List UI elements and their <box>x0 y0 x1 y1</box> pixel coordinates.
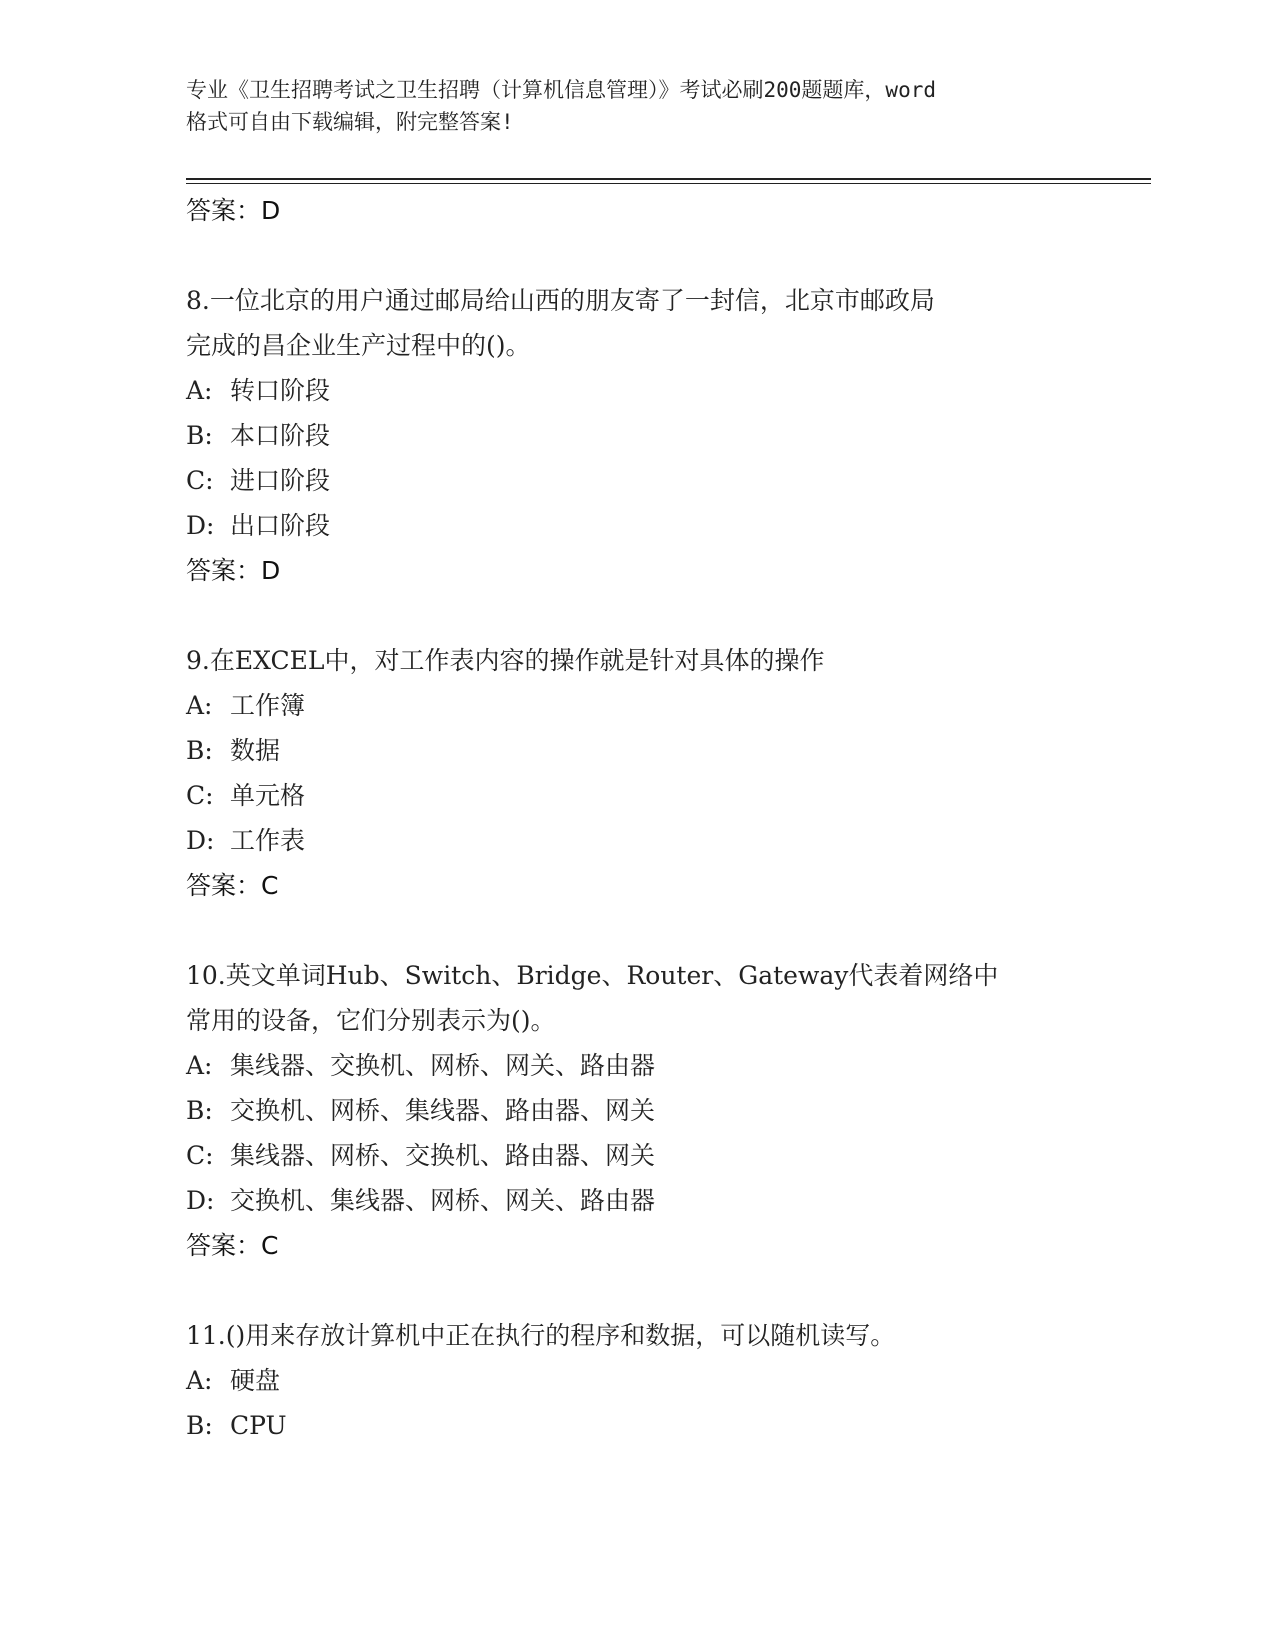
answer: 答案：D <box>186 556 281 585</box>
answer: 答案：C <box>186 871 279 900</box>
option-text: CPU <box>230 1411 287 1440</box>
option-c <box>186 1133 1086 1178</box>
option-b <box>186 728 1086 773</box>
option-a <box>186 1043 1086 1088</box>
question-text-line: 11.()用来存放计算机中正在执行的程序和数据，可以随机读写。 <box>186 1321 896 1350</box>
option-text: 硬盘 <box>230 1366 281 1395</box>
option-text: 交换机、网桥、集线器、路由器、网关 <box>230 1096 656 1125</box>
option-a <box>186 683 1086 728</box>
document-header <box>186 74 1086 138</box>
document-content <box>186 188 1086 1448</box>
option-a <box>186 1358 1086 1403</box>
option-letter: A: <box>186 1366 213 1395</box>
option-letter: D: <box>186 826 215 855</box>
question-text-line: 8.一位北京的用户通过邮局给山西的朋友寄了一封信，北京市邮政局 <box>186 286 935 315</box>
option-letter: A: <box>186 376 213 405</box>
option-letter: D: <box>186 1186 215 1215</box>
option-b <box>186 1403 1086 1448</box>
option-text: 本口阶段 <box>230 421 331 450</box>
option-letter: B: <box>186 1096 213 1125</box>
option-text: 集线器、交换机、网桥、网关、路由器 <box>230 1051 656 1080</box>
question-10 <box>186 953 1086 1269</box>
question-9 <box>186 638 1086 909</box>
option-letter: C: <box>186 1141 214 1170</box>
option-a <box>186 368 1086 413</box>
option-c <box>186 458 1086 503</box>
option-text: 工作簿 <box>230 691 306 720</box>
option-text: 集线器、网桥、交换机、路由器、网关 <box>230 1141 656 1170</box>
option-d <box>186 818 1086 863</box>
option-d <box>186 503 1086 548</box>
question-text-line: 常用的设备，它们分别表示为()。 <box>186 1006 556 1035</box>
option-text: 数据 <box>230 736 281 765</box>
option-text: 进口阶段 <box>230 466 331 495</box>
option-letter: B: <box>186 736 213 765</box>
question-text <box>186 278 1086 368</box>
option-letter: C: <box>186 466 214 495</box>
question-text <box>186 953 1086 1043</box>
question-text-line: 10.英文单词Hub、Switch、Bridge、Router、Gateway代表着网络中 <box>186 961 999 990</box>
option-text: 转口阶段 <box>230 376 331 405</box>
option-text: 出口阶段 <box>230 511 331 540</box>
option-letter: B: <box>186 421 213 450</box>
option-letter: A: <box>186 1051 213 1080</box>
question-text <box>186 638 1086 683</box>
question-text <box>186 1313 1086 1358</box>
header-rule-thick <box>186 178 1151 180</box>
option-letter: A: <box>186 691 213 720</box>
header-line-2: 格式可自由下载编辑，附完整答案! <box>186 110 514 134</box>
option-letter: C: <box>186 781 214 810</box>
question-8 <box>186 278 1086 594</box>
option-letter: B: <box>186 1411 213 1440</box>
answer: 答案：C <box>186 1231 279 1260</box>
header-line-1: 专业《卫生招聘考试之卫生招聘（计算机信息管理）》考试必刷200题题库，word <box>186 78 936 102</box>
option-d <box>186 1178 1086 1223</box>
option-c <box>186 773 1086 818</box>
previous-answer: 答案：D <box>186 196 281 225</box>
option-text: 交换机、集线器、网桥、网关、路由器 <box>230 1186 656 1215</box>
option-text: 单元格 <box>230 781 306 810</box>
question-text-line: 完成的昌企业生产过程中的()。 <box>186 331 531 360</box>
option-text: 工作表 <box>230 826 306 855</box>
question-text-line: 9.在EXCEL中，对工作表内容的操作就是针对具体的操作 <box>186 646 825 675</box>
option-letter: D: <box>186 511 215 540</box>
header-rule-thin <box>186 183 1151 184</box>
option-b <box>186 413 1086 458</box>
question-11 <box>186 1313 1086 1448</box>
option-b <box>186 1088 1086 1133</box>
